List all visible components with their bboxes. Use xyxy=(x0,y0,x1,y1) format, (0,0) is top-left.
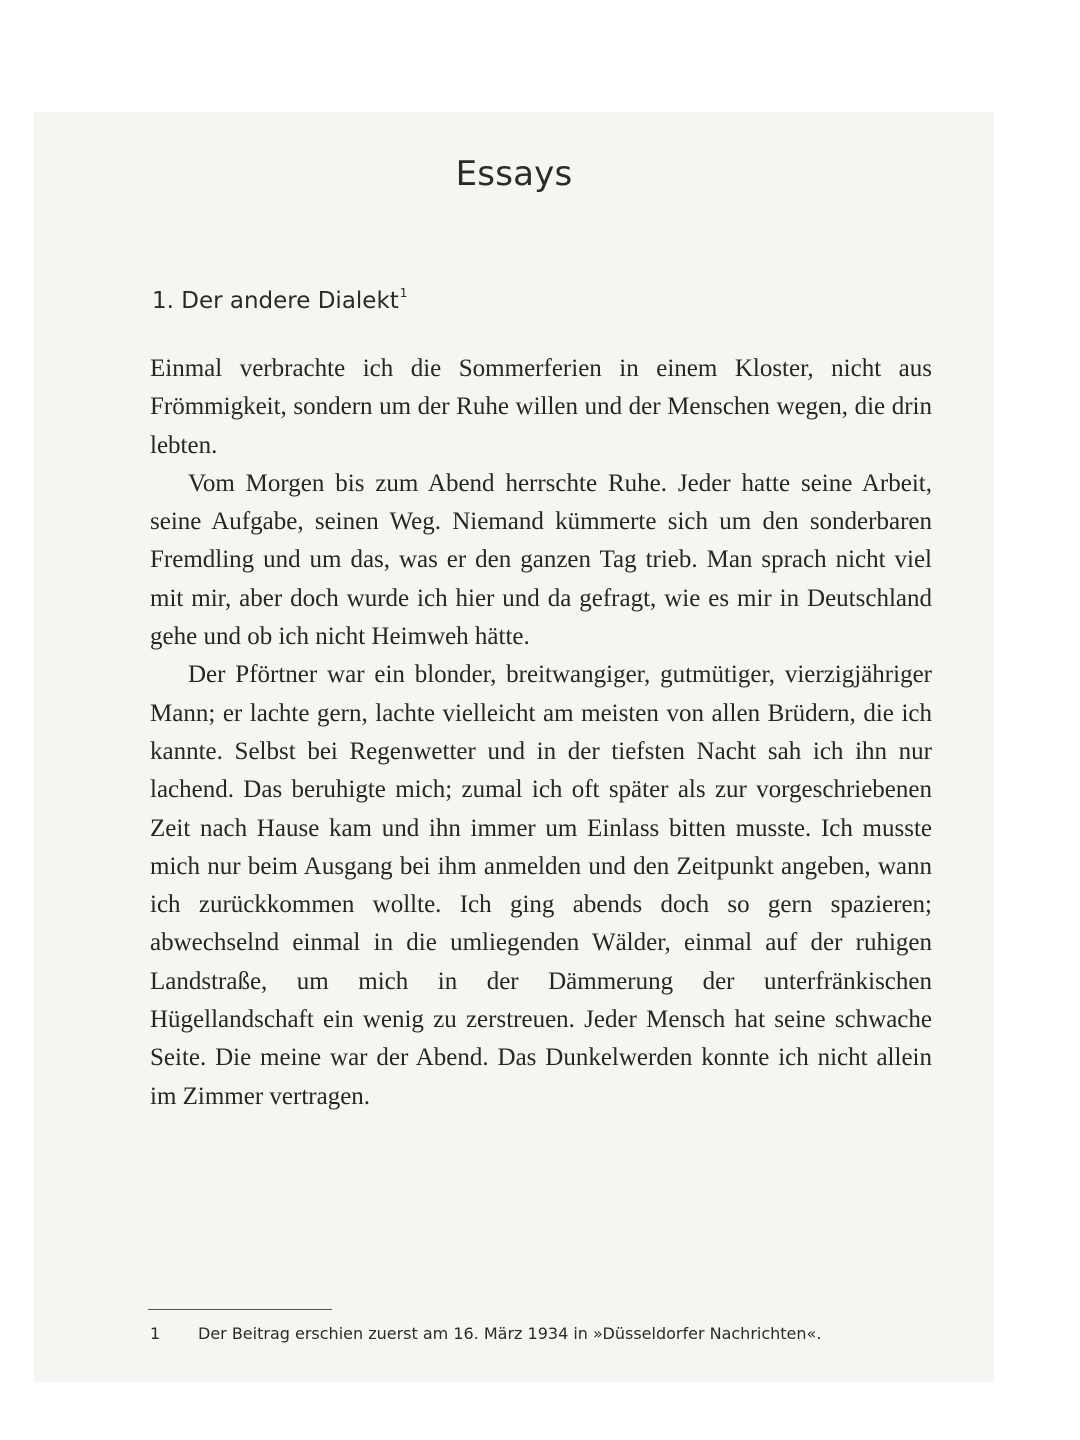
page-header-title: Essays xyxy=(455,154,573,194)
book-page xyxy=(34,112,994,1382)
footnote-text: Der Beitrag erschien zuerst am 16. März 1934 in »Düsseldorfer Nachrichten«. xyxy=(198,1324,822,1343)
paragraph-2: Vom Morgen bis zum Abend herrschte Ruhe. Jeder hatte seine Arbeit, seine Aufgabe, seinen Weg. Niemand kümmerte sich um den sonderbaren Fremdling und um das, was er den ganzen Tag trieb. Man sprach nicht viel mit mir, aber doch wurde ich hier und da gefragt, wie es mir in Deutschland gehe und ob ich nicht Heimweh hätte. xyxy=(150,469,932,651)
section-title xyxy=(152,288,407,314)
footnote-divider xyxy=(148,1309,332,1310)
body-text xyxy=(150,350,932,1116)
paragraph-3: Der Pförtner war ein blonder, breitwangiger, gutmütiger, vierzigjähriger Mann; er lachte gern, lachte vielleicht am meisten von allen Brüdern, die ich kannte. Selbst bei Regenwetter und in der tiefsten Nacht sah ich ihn nur lachend. Das beruhigte mich; zumal ich oft später als zur vorgeschriebenen Zeit nach Hause kam und ihn immer um Einlass bitten musste. Ich musste mich nur beim Ausgang bei ihm anmelden und den Zeitpunkt angeben, wann ich zurückkommen wollte. Ich ging abends doch so gern spazieren; abwechselnd einmal in die umliegenden Wälder, einmal auf der ruhigen Landstraße, um mich in der Dämmerung der unterfränkischen Hügellandschaft ein wenig zu zerstreuen. Jeder Mensch hat seine schwache Seite. Die meine war der Abend. Das Dunkelwerden konnte ich nicht allein im Zimmer vertragen. xyxy=(150,661,932,1110)
section-title-text: 1. Der andere Dialekt xyxy=(152,288,399,314)
footnote xyxy=(150,1324,821,1343)
footnote-reference: 1 xyxy=(399,286,408,300)
footnote-number: 1 xyxy=(150,1324,161,1343)
paragraph-1: Einmal verbrachte ich die Sommerferien in einem Kloster, nicht aus Frömmigkeit, sondern um der Ruhe willen und der Menschen wegen, die drin lebten. xyxy=(150,355,932,459)
